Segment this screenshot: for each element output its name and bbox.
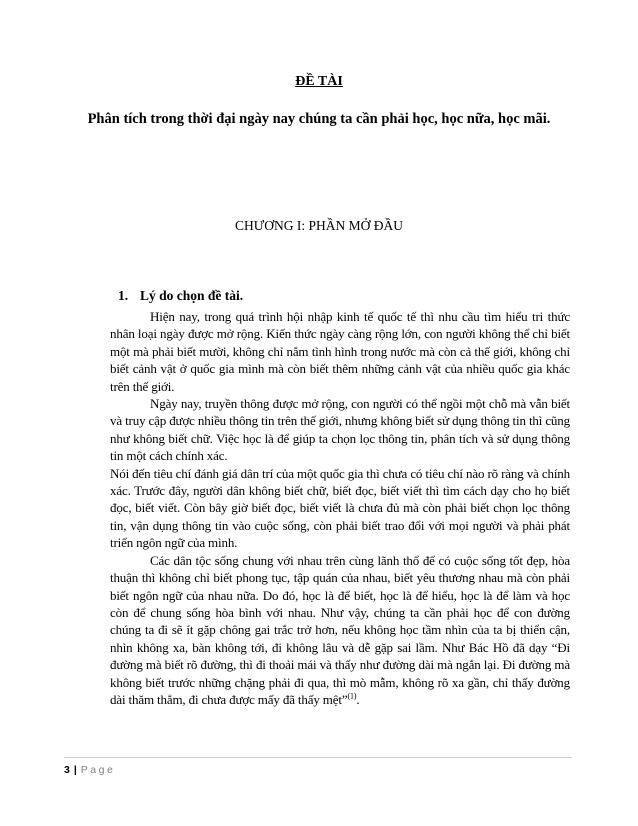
end-punct: .	[356, 691, 360, 707]
document-title: Phân tích trong thời đại ngày nay chúng ta cần phải học, học nữa, học mãi.	[87, 111, 551, 127]
section-number: 1.	[118, 288, 129, 303]
topic-label: ĐỀ TÀI	[295, 74, 343, 89]
page-footer	[64, 764, 115, 776]
paragraph: Hiện nay, trong quá trình hội nhập kinh tế quốc tế thì nhu cầu tìm hiểu tri thức nhân loại ngày được mở rộng. Kiến thức ngày càng rộng lớn, con người không thể chỉ biết một mà phải biết mười, không chỉ nắm tình hình trong nước mà còn cả thế giới, không chỉ biết cảnh vật ở quốc gia mình mà còn biết thêm những cảnh vật của nhiều quốc gia khác trên thế giới.	[110, 309, 570, 394]
section-heading	[118, 288, 243, 304]
footnote-ref: (1)	[347, 691, 357, 701]
section-body	[110, 308, 570, 708]
section-heading-text: Lý do chọn đề tài.	[140, 288, 244, 303]
chapter-heading: CHƯƠNG I: PHẦN MỞ ĐẦU	[235, 218, 403, 233]
paragraph-text: Các dân tộc sống chung với nhau trên cùng lãnh thổ để có cuộc sống tốt đẹp, hòa thuận thì không chỉ biết phong tục, tập quán của nhau, biết yêu thương nhau mà còn phải biết ngôn ngữ của nhau nữa. Do đó, học là để biết, học là để hiểu, học là để làm và học còn để chung sống hòa bình với nhau. Như vậy, chúng ta cần phải học để con đường chúng ta đi sẽ ít gặp chông gai trắc trở hơn, nếu không học tầm nhìn của ta bị thiển cận, nhìn không xa, bàn không tới, đi không lâu và dễ gặp sai lầm. Như Bác Hồ đã dạy “Đi đường mà biết rõ đường, thì đi thoải mái và thấy như đường dài mà ngắn lại. Đi đường mà không biết trước những chặng phải đi qua, thì mò mẫm, không rõ xa gần, chỉ thấy đường dài thăm thẳm, đi chưa được mấy đã thấy mệt”	[110, 552, 570, 707]
footer-separator: |	[73, 764, 77, 776]
paragraph: Ngày nay, truyền thông được mở rộng, con người có thể ngồi một chỗ mà vẫn biết và truy cập được nhiều thông tin trên thế giới, nhưng không biết sử dụng thông tin thì cũng như không biết chữ. Việc học là để giúp ta chọn lọc thông tin, phân tích và sử dụng thông tin một cách chính xác.	[110, 396, 570, 464]
paragraph: Nói đến tiêu chí đánh giá dân trí của một quốc gia thì chưa có tiêu chí nào rõ ràng và chính xác. Trước đây, người dân không biết chữ, biết đọc, biết viết thì tìm cách dạy cho họ biết đọc, biết viết. Còn bây giờ biết đọc, biết viết là chưa đủ mà còn phải biết chọn lọc thông tin, vận dụng thông tin vào cuộc sống, còn phải biết trao đổi với mọi người và phải phát triển ngôn ngữ của mình.	[110, 465, 570, 551]
paragraph-quote	[110, 552, 570, 709]
footer-divider	[64, 757, 572, 758]
page-number: 3	[64, 764, 70, 776]
page-label: Page	[80, 764, 116, 776]
